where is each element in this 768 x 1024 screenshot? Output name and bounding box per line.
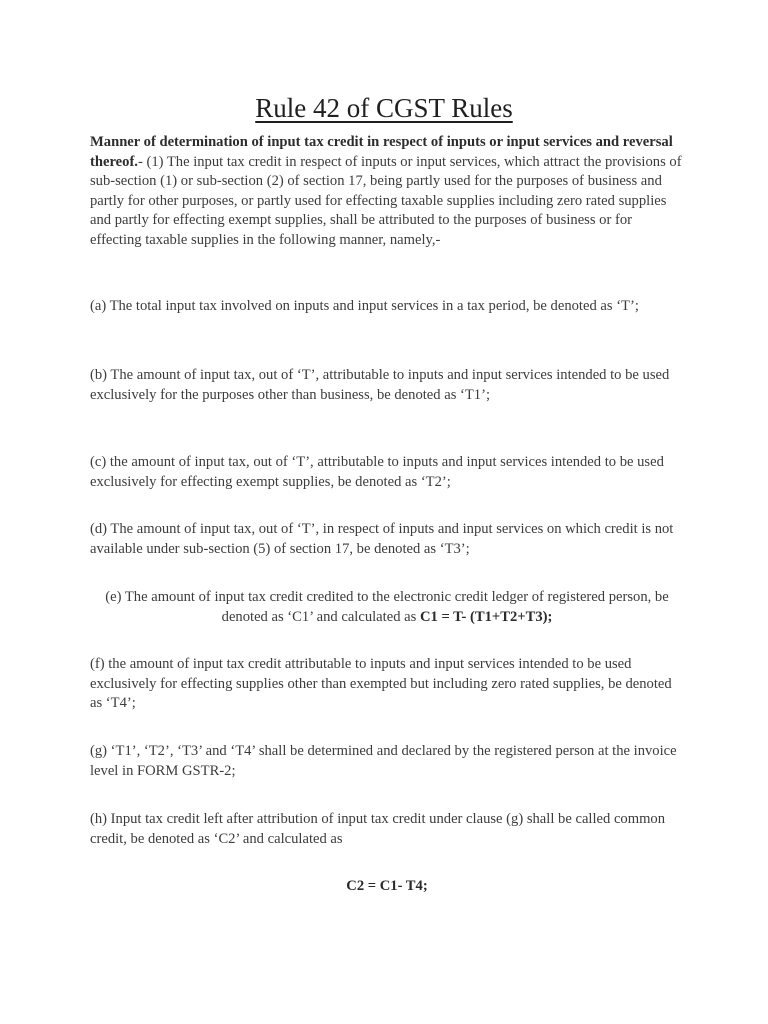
c1-formula: C1 = T- (T1+T2+T3); [419, 608, 553, 625]
clause-c: (c) the amount of input tax, out of ‘T’, attributable to inputs and input services intended to be used exclusively for effecting exempt supplies, be denoted as ‘T2’; [90, 454, 664, 490]
document-title: Rule 42 of CGST Rules [255, 93, 513, 123]
clause-f: (f) the amount of input tax credit attributable to inputs and input services intended to be used exclusively for effecting supplies other than exempted but including zero rated supplies, be denoted as ‘T4’; [90, 656, 672, 712]
intro-lead: Manner of determination of input tax credit in respect of inputs or input services and reversal thereof. [90, 134, 673, 170]
clause-e-text: (e) The amount of input tax credit credited to the electronic credit ledger of registered person, be denoted as ‘C1’ and calculated as [105, 589, 669, 625]
clause-b: (b) The amount of input tax, out of ‘T’, attributable to inputs and input services intended to be used exclusively for the purposes other than business, be denoted as ‘T1’; [90, 367, 670, 403]
c2-formula: C2 = C1- T4; [346, 878, 428, 894]
clause-h: (h) Input tax credit left after attribution of input tax credit under clause (g) shall be called common credit, be denoted as ‘C2’ and calculated as [90, 811, 666, 847]
clause-a: (a) The total input tax involved on inputs and input services in a tax period, be denoted as ‘T’; [90, 298, 639, 314]
intro-text: - (1) The input tax credit in respect of inputs or input services, which attract the provisions of sub-section (1) or sub-section (2) of section 17, being partly used for the purposes of business and partly for other purposes, or partly used for effecting taxable supplies including zero rated supplies and partly for effecting exempt supplies, shall be attributed to the purposes of business or for effecting taxable supplies in the following manner, namely,- [90, 153, 682, 248]
clause-e [90, 588, 684, 627]
clause-g: (g) ‘T1’, ‘T2’, ‘T3’ and ‘T4’ shall be determined and declared by the registered person at the invoice level in FORM GSTR-2; [90, 743, 677, 779]
clause-d: (d) The amount of input tax, out of ‘T’, in respect of inputs and input services on which credit is not available under sub-section (5) of section 17, be denoted as ‘T3’; [90, 521, 674, 557]
intro-paragraph [90, 133, 684, 251]
